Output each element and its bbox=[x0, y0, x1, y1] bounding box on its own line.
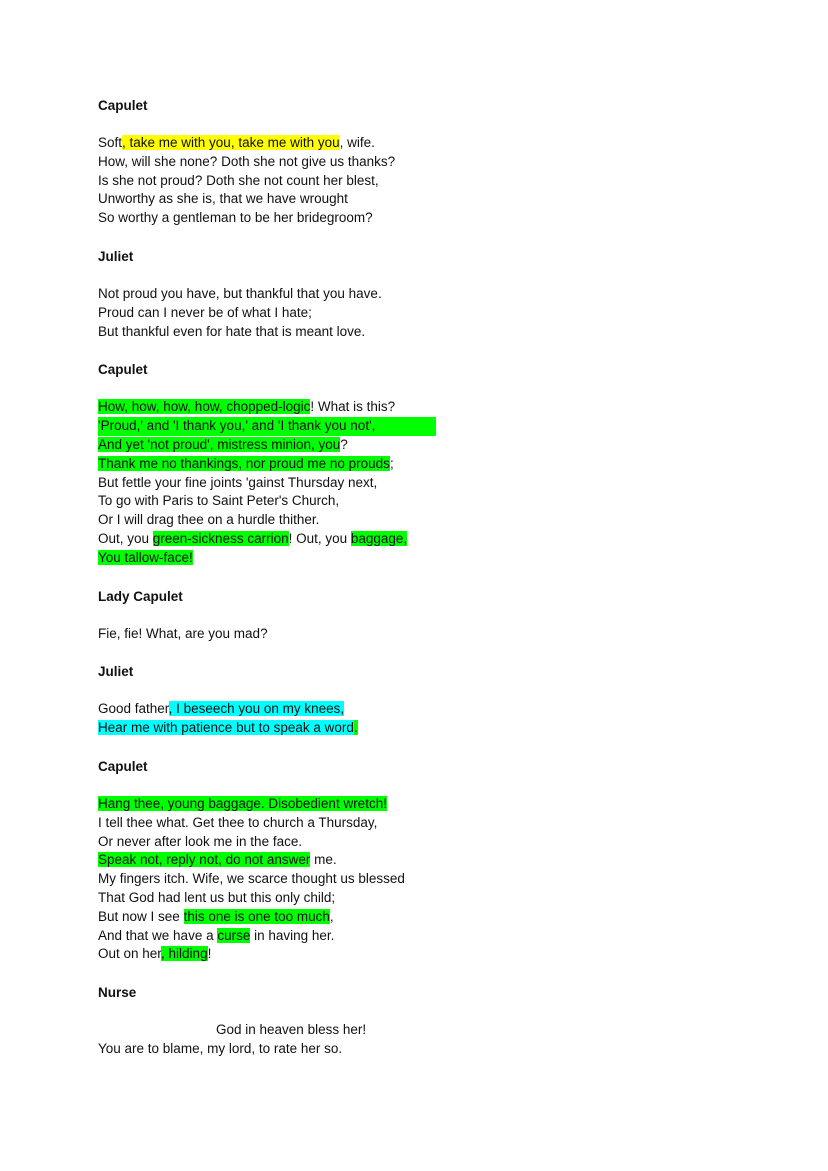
speech-block bbox=[98, 757, 798, 983]
speaker-name: Capulet bbox=[98, 362, 148, 378]
line-text: Or I will drag thee on a hurdle thither. bbox=[98, 512, 320, 528]
line-text: God in heaven bless her! bbox=[216, 1022, 367, 1038]
line-text: To go with Paris to Saint Peter's Church, bbox=[98, 493, 340, 509]
highlighted-text: Thank me no thankings, nor proud me no prouds bbox=[98, 455, 390, 471]
verse-line bbox=[98, 625, 798, 644]
line-text: ! Out, you bbox=[288, 530, 351, 546]
speaker-name: Capulet bbox=[98, 98, 148, 113]
spacer bbox=[98, 776, 798, 795]
line-text: Out, you bbox=[98, 530, 153, 546]
speaker-name: Juliet bbox=[98, 248, 134, 264]
highlighted-text: Speak not, reply not, do not answer bbox=[98, 852, 311, 868]
spacer bbox=[98, 341, 798, 360]
line-text: But thankful even for hate that is meant love. bbox=[98, 323, 366, 339]
verse-line bbox=[98, 492, 798, 511]
verse-line bbox=[98, 436, 798, 455]
highlighted-text: , hilding bbox=[161, 946, 208, 962]
line-text: me. bbox=[310, 852, 337, 868]
spacer bbox=[98, 738, 798, 757]
highlighted-text: , I beseech you on my knees, bbox=[168, 701, 345, 717]
line-text: , wife. bbox=[339, 135, 375, 150]
verse-line bbox=[98, 908, 798, 927]
spacer bbox=[98, 266, 798, 285]
highlighted-text: 'Proud,' and 'I thank you,' and 'I thank you not', bbox=[98, 417, 436, 436]
spacer bbox=[98, 115, 798, 134]
highlighted-text: And yet 'not proud', mistress minion, you bbox=[98, 436, 341, 452]
line-text: But now I see bbox=[98, 908, 184, 924]
verse-line bbox=[98, 700, 798, 719]
verse-line bbox=[98, 530, 798, 549]
verse-line bbox=[98, 285, 798, 304]
line-text: ; bbox=[389, 455, 394, 471]
highlighted-text: curse bbox=[217, 927, 251, 943]
verse-line bbox=[98, 1021, 798, 1040]
verse-line bbox=[98, 172, 798, 191]
line-text: Fie, fie! What, are you mad? bbox=[98, 625, 268, 641]
verse-line bbox=[98, 945, 798, 964]
line-text: Good father bbox=[98, 701, 169, 717]
spacer bbox=[98, 379, 798, 398]
highlighted-text: You tallow-face! bbox=[98, 549, 193, 565]
spacer bbox=[98, 681, 798, 700]
line-text: Is she not proud? Doth she not count her blest, bbox=[98, 172, 379, 188]
highlighted-text: green-sickness carrion bbox=[152, 530, 289, 546]
highlighted-text: How, how, how, how, chopped-logic bbox=[98, 399, 311, 415]
spacer bbox=[98, 1002, 798, 1021]
verse-line bbox=[98, 398, 798, 417]
speech-block bbox=[98, 96, 798, 247]
speaker-name: Lady Capulet bbox=[98, 588, 183, 604]
verse-line bbox=[98, 455, 798, 474]
verse-line bbox=[98, 417, 798, 436]
line-text: Proud can I never be of what I hate; bbox=[98, 304, 312, 320]
verse-line bbox=[98, 134, 798, 153]
line-text: ? bbox=[340, 436, 348, 452]
highlighted-text: this one is one too much bbox=[183, 908, 330, 924]
highlighted-text: Hang thee, young baggage. Disobedient wretch! bbox=[98, 795, 387, 811]
line-text: Unworthy as she is, that we have wrought bbox=[98, 191, 348, 207]
line-text: And that we have a bbox=[98, 927, 218, 943]
speech-block bbox=[98, 360, 798, 586]
line-text: That God had lent us but this only child; bbox=[98, 889, 336, 905]
speech-block bbox=[98, 587, 798, 663]
verse-line bbox=[98, 190, 798, 209]
verse-line bbox=[98, 889, 798, 908]
line-text: ! bbox=[207, 946, 212, 962]
speech-block bbox=[98, 662, 798, 757]
highlighted-text: . bbox=[353, 720, 358, 736]
verse-line bbox=[98, 511, 798, 530]
speaker-name: Juliet bbox=[98, 664, 134, 680]
line-text: So worthy a gentleman to be her bridegroom? bbox=[98, 210, 373, 226]
highlighted-text: Hear me with patience but to speak a word bbox=[98, 720, 354, 736]
verse-line bbox=[98, 814, 798, 833]
line-text: Or never after look me in the face. bbox=[98, 833, 303, 849]
line-text: You are to blame, my lord, to rate her so. bbox=[98, 1040, 343, 1056]
verse-line bbox=[98, 549, 798, 568]
verse-line bbox=[98, 1040, 798, 1059]
speaker-name: Capulet bbox=[98, 758, 148, 774]
verse-line bbox=[98, 851, 798, 870]
verse-line bbox=[98, 927, 798, 946]
speech-block bbox=[98, 247, 798, 360]
verse-line bbox=[98, 209, 798, 228]
spacer bbox=[98, 964, 798, 983]
verse-line bbox=[98, 323, 798, 342]
spacer bbox=[98, 228, 798, 247]
spacer bbox=[98, 568, 798, 587]
line-text: I tell thee what. Get thee to church a Thursday, bbox=[98, 814, 378, 830]
spacer bbox=[98, 643, 798, 662]
line-text: ! What is this? bbox=[310, 399, 396, 415]
verse-line bbox=[98, 795, 798, 814]
line-text: , bbox=[329, 908, 334, 924]
verse-line bbox=[98, 304, 798, 323]
speaker-name: Nurse bbox=[98, 985, 137, 1001]
verse-line bbox=[98, 153, 798, 172]
line-text: How, will she none? Doth she not give us thanks? bbox=[98, 153, 396, 169]
script-page bbox=[98, 96, 798, 1059]
spacer bbox=[98, 606, 798, 625]
line-text: in having her. bbox=[250, 927, 335, 943]
line-text: Out on her bbox=[98, 946, 162, 962]
line-text: My fingers itch. Wife, we scarce thought us blessed bbox=[98, 871, 405, 887]
highlighted-text: , take me with you, take me with you bbox=[122, 135, 340, 150]
line-text: Soft bbox=[98, 135, 123, 150]
verse-line bbox=[98, 870, 798, 889]
speech-block bbox=[98, 983, 798, 1059]
verse-line bbox=[98, 474, 798, 493]
line-text: But fettle your fine joints 'gainst Thursday next, bbox=[98, 474, 378, 490]
verse-line bbox=[98, 719, 798, 738]
line-text: Not proud you have, but thankful that you have. bbox=[98, 285, 382, 301]
highlighted-text: baggage, bbox=[350, 530, 408, 546]
verse-line bbox=[98, 833, 798, 852]
